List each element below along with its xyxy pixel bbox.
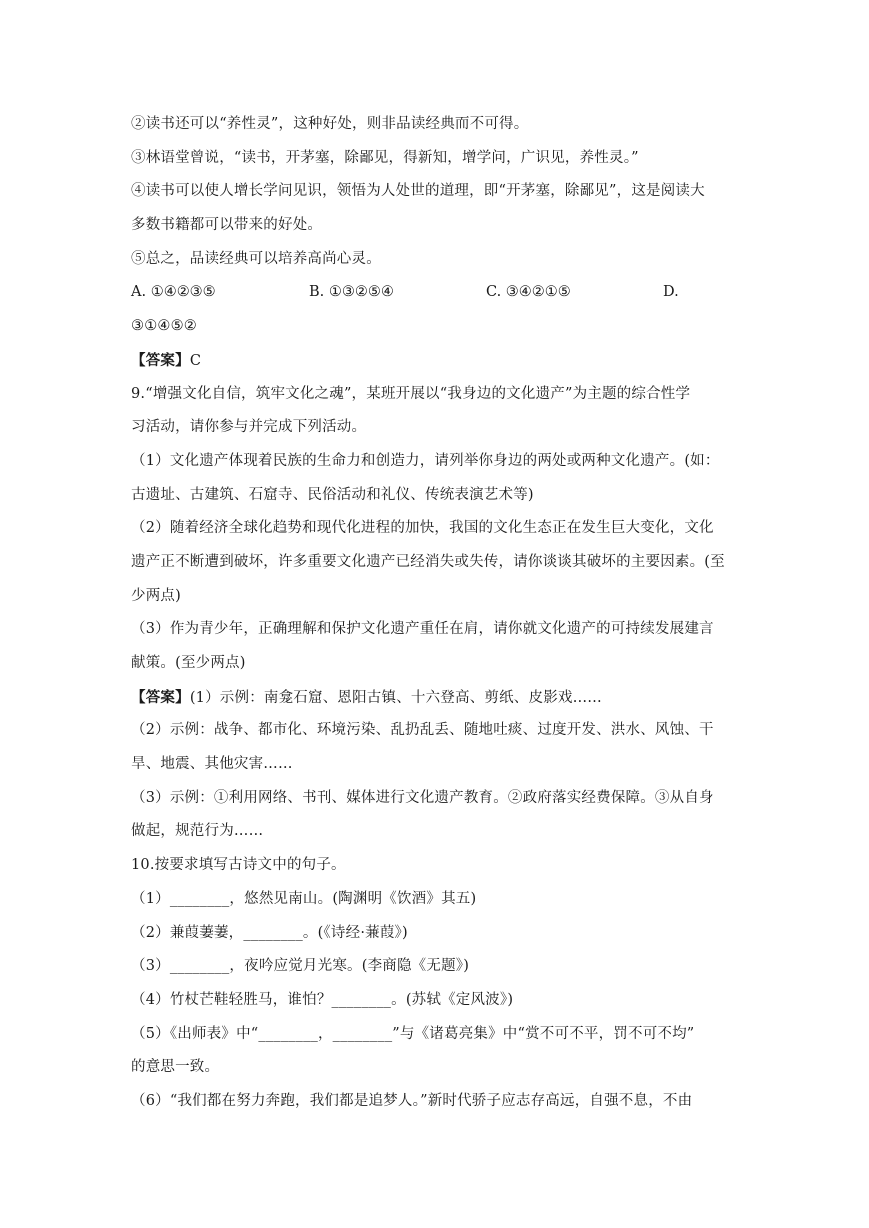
question-10-line: （5）《出师表》中“________，________”与《诸葛亮集》中“赏不可不平，罚不可不均” [131,1025,695,1042]
answer-text: C [189,352,202,369]
text-line: ②读书还可以“养性灵”，这种好处，则非品读经典而不可得。 [131,116,529,132]
question-10-line: （2）兼葭萋萋，________。(《诗经·蒹葭》) [131,924,408,941]
option-c: C. ③④②①⑤ [486,284,571,301]
question-10-line: （4）竹杖芒鞋轻胜马，谁怕？________。(苏轼《定风波》) [131,991,514,1008]
answer-tag: 【答案】 [131,688,190,706]
question-9-line: 古遗址、古建筑、石窟寺、民俗活动和礼仪、传统表演艺术等) [131,486,534,503]
option-a: A. ①④②③⑤ [131,284,216,301]
question-10-line: （3）________，夜吟应觉月光寒。(李商隐《无题》) [131,958,470,975]
text-line: ③林语堂曾说，“读书，开茅塞，除鄙见，得新知，增学问，广识见，养性灵。” [131,149,639,166]
question-10-line: （6）“我们都在努力奔跑，我们都是追梦人。”新时代骄子应志存高远，自强不息，不由 [131,1092,693,1109]
document-body [131,108,741,1119]
text-line: ⑤总之，品读经典可以培养高尚心灵。 [131,250,381,267]
question-9-line: 9.“增强文化自信，筑牢文化之魂”，某班开展以“我身边的文化遗产”为主题的综合性学 [131,385,691,402]
question-9-line: 献策。(至少两点) [131,655,246,671]
answer-9-line: （3）示例：①利用网络、书刊、媒体进行文化遗产教育。②政府落实经费保障。③从自身 [131,789,714,806]
answer-9 [131,681,741,715]
answer-9-line: （2）示例：战争、都市化、环境污染、乱扔乱丢、随地吐痰、过度开发、洪水、风蚀、干 [131,722,714,739]
question-9-line: （1）文化遗产体现着民族的生命力和创造力，请列举你身边的两处或两种文化遗产。(如： [131,452,720,469]
answer-8 [131,344,741,378]
question-9-line: （3）作为青少年，正确理解和保护文化遗产重任在肩，请你就文化遗产的可持续发展建言 [131,621,714,638]
option-d: D. [663,284,679,301]
question-10-line: 的意思一致。 [131,1059,220,1076]
question-9-line: 遗产正不断遭到破坏，许多重要文化遗产已经消失或失传，请你谈谈其破坏的主要因素。(至 [131,553,725,570]
option-d-continued: ③①④⑤② [131,318,197,335]
question-10-line: （1）________，悠然见南山。(陶渊明《饮酒》其五) [131,890,477,907]
text-line: ④读书可以使人增长学问见识，领悟为人处世的道理，即“开茅塞，除鄙见”，这是阅读大 [131,183,705,200]
answer-9-line: 旱、地震、其他灾害…… [131,756,293,773]
answer-tag: 【答案】 [131,351,190,369]
answer-options [131,276,741,310]
answer-text: (1）示例：南龛石窟、恩阳古镇、十六登高、剪纸、皮影戏…… [189,689,602,706]
text-line: 多数书籍都可以带来的好处。 [131,217,323,234]
question-9-line: （2）随着经济全球化趋势和现代化进程的加快，我国的文化生态正在发生巨大变化，文化 [131,520,714,537]
question-9-line: 习活动，请你参与并完成下列活动。 [131,419,367,436]
question-9-line: 少两点) [131,587,181,604]
option-b: B. ①③②⑤④ [309,284,394,301]
answer-9-line: 做起，规范行为…… [131,823,264,840]
question-10-line: 10.按要求填写古诗文中的句子。 [131,857,346,874]
